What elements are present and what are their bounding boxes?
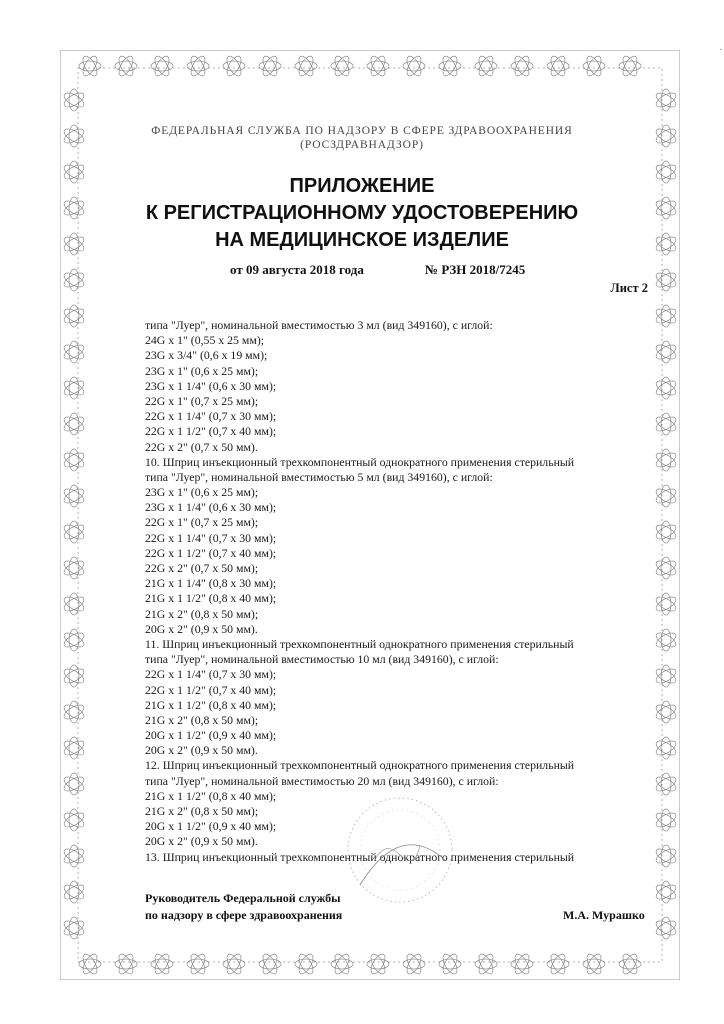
body-line: 22G x 1 1/4" (0,7 x 30 мм);: [145, 530, 277, 545]
body-line: 21G x 2" (0,8 x 50 мм);: [145, 804, 259, 818]
body-line: 23G x 1" (0,6 x 25 мм);: [145, 363, 259, 378]
body-line: 22G x 1 1/2" (0,7 x 40 мм);: [145, 682, 277, 697]
body-line: 22G x 1 1/4" (0,7 x 30 мм);: [145, 667, 277, 682]
agency-name: ФЕДЕРАЛЬНАЯ СЛУЖБА ПО НАДЗОРУ В СФЕРЕ ЗДРАВООХРАНЕНИЯ: [151, 125, 573, 137]
body-line: типа "Луер", номинальной вместимостью 5 мл (вид 349160), с иглой:: [145, 469, 493, 484]
body-line: 13. Шприц инъекционный трехкомпонентный однократного применения стерильный: [145, 849, 575, 864]
body-line: 21G x 2" (0,8 x 50 мм);: [145, 606, 259, 621]
body-line: 11. Шприц инъекционный трехкомпонентный однократного применения стерильный: [145, 636, 574, 651]
document-title: ПРИЛОЖЕНИЕ: [289, 175, 435, 197]
edge-mark: .: [719, 42, 722, 52]
body-line: 10. Шприц инъекционный трехкомпонентный однократного применения стерильный: [145, 454, 575, 469]
body-line: 20G x 1 1/2" (0,9 x 40 мм);: [145, 728, 277, 743]
body-line: 24G x 1" (0,55 x 25 мм);: [145, 333, 265, 348]
body-line: 23G x 3/4" (0,6 x 19 мм);: [145, 348, 268, 363]
registration-number: № РЗН 2018/7245: [425, 262, 526, 277]
document-subtitle-line2: НА МЕДИЦИНСКОЕ ИЗДЕЛИЕ: [215, 229, 509, 251]
body-line: 22G x 1 1/4" (0,7 x 30 мм);: [145, 409, 277, 424]
body-line: 22G x 1" (0,7 x 25 мм);: [145, 393, 259, 408]
document-date: от 09 августа 2018 года: [230, 262, 364, 277]
agency-abbreviation: (РОСЗДРАВНАДЗОР): [300, 139, 424, 151]
body-line: 20G x 2" (0,9 x 50 мм).: [145, 743, 258, 758]
body-line: 21G x 1 1/2" (0,8 x 40 мм);: [145, 697, 277, 712]
body-line: 20G x 2" (0,9 x 50 мм).: [145, 621, 258, 636]
body-line: 22G x 1" (0,7 x 25 мм);: [145, 515, 259, 530]
body-line: 21G x 1 1/4" (0,8 x 30 мм);: [145, 576, 277, 591]
body-line: 23G x 1" (0,6 x 25 мм);: [145, 485, 259, 500]
signer-name: М.А. Мурашко: [563, 908, 645, 922]
body-line: 23G x 1 1/4" (0,6 x 30 мм);: [145, 500, 277, 515]
document-body: [145, 318, 650, 865]
body-line: типа "Луер", номинальной вместимостью 3 мл (вид 349160), с иглой:: [145, 318, 493, 332]
document-subtitle-line1: К РЕГИСТРАЦИОННОМУ УДОСТОВЕРЕНИЮ: [145, 202, 579, 224]
body-line: 12. Шприц инъекционный трехкомпонентный однократного применения стерильный: [145, 758, 575, 773]
body-line: 20G x 2" (0,9 x 50 мм).: [145, 834, 258, 849]
sheet-number: Лист 2: [610, 281, 648, 295]
body-line: 22G x 2" (0,7 x 50 мм).: [145, 439, 258, 454]
stamp-seal: [330, 790, 470, 915]
signer-role-line2: по надзору в сфере здравоохранения: [145, 908, 343, 922]
body-line: 22G x 1 1/2" (0,7 x 40 мм);: [145, 545, 277, 560]
signer-role-line1: Руководитель Федеральной службы: [145, 891, 341, 905]
body-line: 21G x 2" (0,8 x 50 мм);: [145, 712, 259, 727]
body-line: 20G x 1 1/2" (0,9 x 40 мм);: [145, 819, 277, 834]
body-line: 23G x 1 1/4" (0,6 x 30 мм);: [145, 378, 277, 393]
body-line: 22G x 1 1/2" (0,7 x 40 мм);: [145, 424, 277, 439]
body-line: 22G x 2" (0,7 x 50 мм);: [145, 561, 259, 575]
body-line: типа "Луер", номинальной вместимостью 20 мл (вид 349160), с иглой:: [145, 773, 499, 788]
body-line: 21G x 1 1/2" (0,8 x 40 мм);: [145, 591, 277, 606]
body-line: типа "Луер", номинальной вместимостью 10 мл (вид 349160), с иглой:: [145, 652, 499, 667]
body-line: 21G x 1 1/2" (0,8 x 40 мм);: [145, 788, 277, 803]
